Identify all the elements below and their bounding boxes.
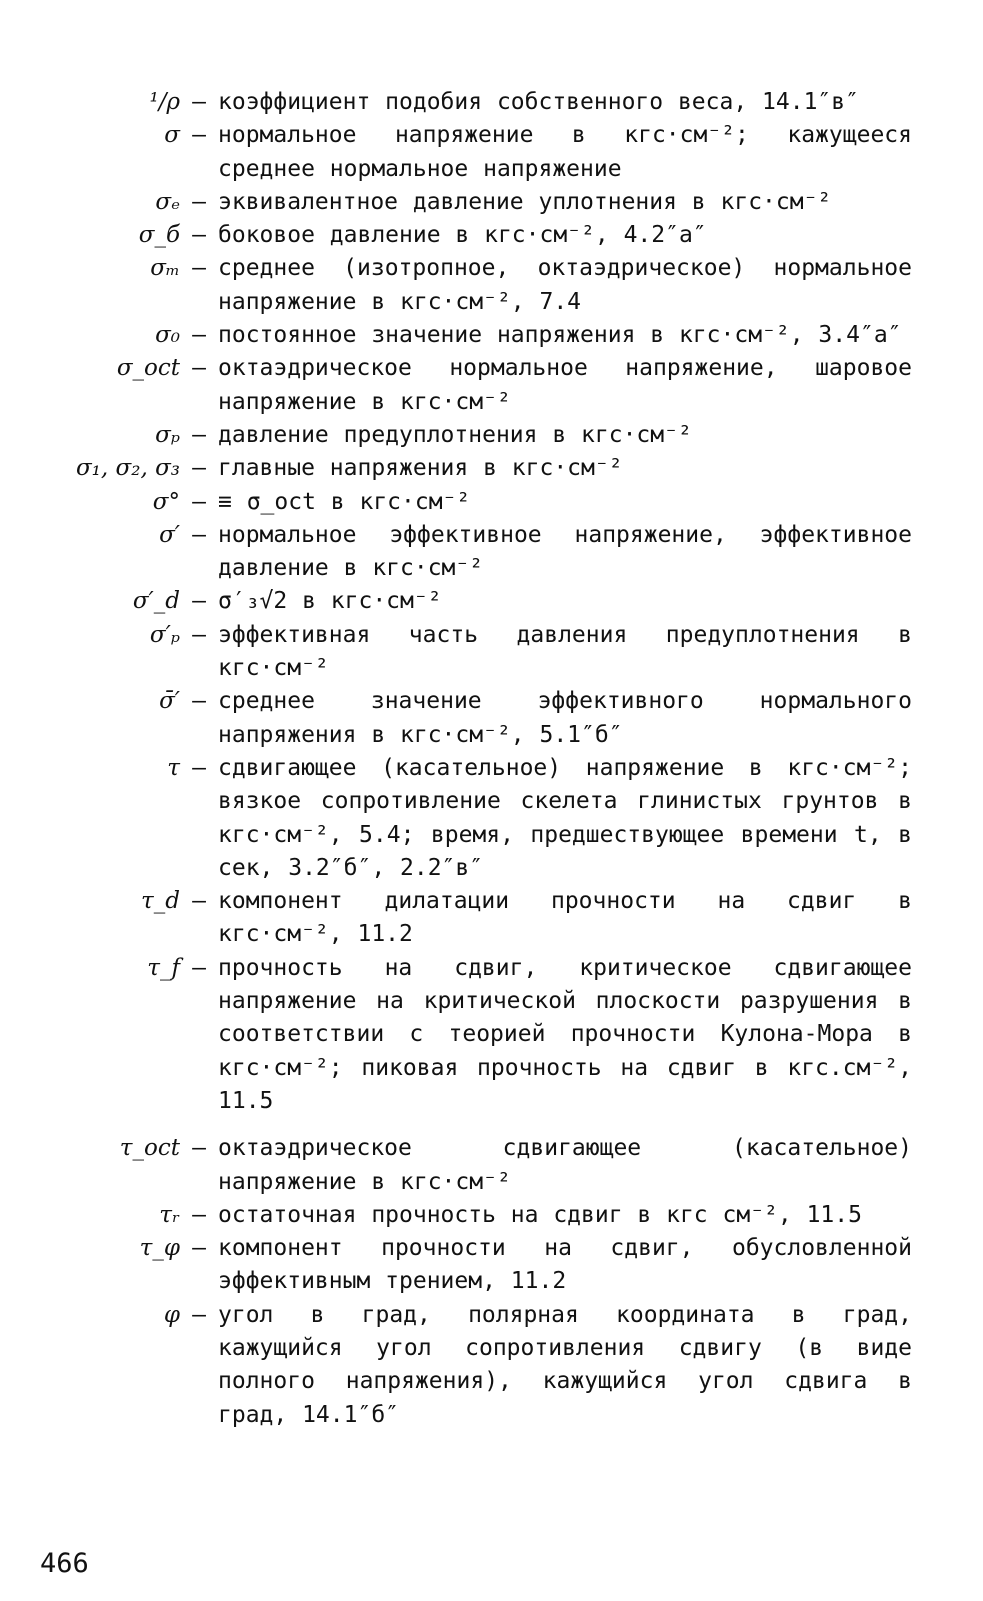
definition: главные напряжения в кгс·см⁻² <box>218 455 623 482</box>
dash: – <box>192 888 206 915</box>
symbol: σ′ₚ <box>149 621 180 648</box>
definition: коэффициент подобия собственного веса, 14.1″в″ <box>218 89 859 115</box>
symbol: τ_oct <box>119 1135 180 1162</box>
dash: – <box>192 521 206 548</box>
glossary-entry <box>40 219 920 252</box>
dash: – <box>192 455 206 482</box>
dash: – <box>192 89 206 115</box>
dash: – <box>192 1301 206 1328</box>
symbol: σₑ <box>155 188 180 215</box>
symbol: ¹/ρ <box>149 89 180 115</box>
definition: постоянное значение напряжения в кгс·см⁻², 3.4″а″ <box>218 322 902 349</box>
dash: – <box>192 1235 206 1262</box>
glossary-entry <box>40 1132 920 1199</box>
glossary-entry <box>40 952 920 1118</box>
glossary-entry <box>40 252 920 319</box>
glossary-entry <box>40 119 920 186</box>
dash: – <box>192 488 206 515</box>
glossary-entry <box>40 519 920 586</box>
glossary-entry <box>40 319 920 352</box>
dash: – <box>192 421 206 448</box>
glossary-entry <box>40 486 920 519</box>
glossary-entry <box>40 585 920 618</box>
symbol: τ <box>167 754 180 781</box>
dash: – <box>192 621 206 648</box>
definition: компонент прочности на сдвиг, обусловленной эффективным трением, 11.2 <box>218 1235 912 1295</box>
dash: – <box>192 954 206 981</box>
glossary-entry <box>40 419 920 452</box>
definition: октаэдрическое нормальное напряжение, шаровое напряжение в кгс·см⁻² <box>218 355 912 415</box>
glossary-entry <box>40 1299 920 1432</box>
symbol: τ_f <box>147 954 180 981</box>
definition: компонент дилатации прочности на сдвиг в кгс·см⁻², 11.2 <box>218 888 912 948</box>
glossary-entry <box>40 752 920 885</box>
symbol: σ_б <box>138 222 180 249</box>
glossary-entry <box>40 1199 920 1232</box>
definition: прочность на сдвиг, критическое сдвигающее напряжение на критической плоскости разрушения в соответствии с теорией прочности Кулона-Мора в кгс·см⁻²; пиковая прочность на сдвиг в кгс.см⁻², 11.5 <box>218 954 912 1114</box>
symbol: σ° <box>152 488 180 515</box>
glossary-entry <box>40 685 920 752</box>
symbol: σ_oct <box>116 355 180 382</box>
glossary-entry <box>40 885 920 952</box>
glossary-entry <box>40 186 920 219</box>
dash: – <box>192 355 206 382</box>
dash: – <box>192 122 206 149</box>
glossary-entry <box>40 1232 920 1299</box>
dash: – <box>192 754 206 781</box>
definition: нормальное напряжение в кгс·см⁻²; кажущееся среднее нормальное напряжение <box>218 122 912 182</box>
dash: – <box>192 255 206 282</box>
dash: – <box>192 1135 206 1162</box>
symbol: φ <box>163 1301 180 1328</box>
page-number: 466 <box>40 1548 89 1579</box>
definition: октаэдрическое сдвигающее (касательное) напряжение в кгс·см⁻² <box>218 1135 912 1195</box>
dash: – <box>192 322 206 349</box>
definition: давление предуплотнения в кгс·см⁻² <box>218 421 692 448</box>
glossary-entry <box>40 619 920 686</box>
definition: эффективная часть давления предуплотнения в кгс·см⁻² <box>218 621 912 682</box>
dash: – <box>192 688 206 715</box>
symbol: τᵣ <box>159 1201 180 1228</box>
symbol: τ_d <box>141 888 180 915</box>
glossary-list <box>40 86 920 1432</box>
dash: – <box>192 1201 206 1228</box>
definition: ≡ σ_oct в кгс·см⁻² <box>218 488 471 515</box>
dash: – <box>192 188 206 215</box>
definition: среднее значение эффективного нормального напряжения в кгс·см⁻², 5.1″б″ <box>218 688 912 748</box>
definition: сдвигающее (касательное) напряжение в кгс·см⁻²; вязкое сопротивление скелета глинистых грунтов в кгс·см⁻², 5.4; время, предшествующее времени t, в сек, 3.2″б″, 2.2″в″ <box>218 754 912 881</box>
symbol: τ_φ <box>139 1235 180 1262</box>
glossary-entry <box>40 86 920 119</box>
definition: σ′₃√2 в кгс·см⁻² <box>218 588 442 615</box>
glossary-entry <box>40 452 920 485</box>
symbol: σₘ <box>150 255 180 282</box>
symbol: σ′_d <box>132 588 180 615</box>
symbol: σ̄′ <box>159 688 180 715</box>
definition: остаточная прочность на сдвиг в кгс см⁻², 11.5 <box>218 1201 862 1228</box>
dash: – <box>192 222 206 249</box>
symbol: σ′ <box>159 521 180 548</box>
symbol: σₚ <box>155 421 180 448</box>
definition: боковое давление в кгс·см⁻², 4.2″а″ <box>218 222 707 249</box>
definition: нормальное эффективное напряжение, эффективное давление в кгс·см⁻² <box>218 521 912 582</box>
definition: среднее (изотропное, октаэдрическое) нормальное напряжение в кгс·см⁻², 7.4 <box>218 255 912 315</box>
symbol: σ₁, σ₂, σ₃ <box>75 455 180 482</box>
definition: эквивалентное давление уплотнения в кгс·см⁻² <box>218 188 832 215</box>
symbol: σ <box>164 122 180 149</box>
glossary-entry <box>40 352 920 419</box>
definition: угол в град, полярная координата в град, кажущийся угол сопротивления сдвигу (в виде полного напряжения), кажущийся угол сдвига в град, 14.1″б″ <box>218 1301 912 1428</box>
dash: – <box>192 588 206 615</box>
symbol: σ₀ <box>155 322 180 349</box>
